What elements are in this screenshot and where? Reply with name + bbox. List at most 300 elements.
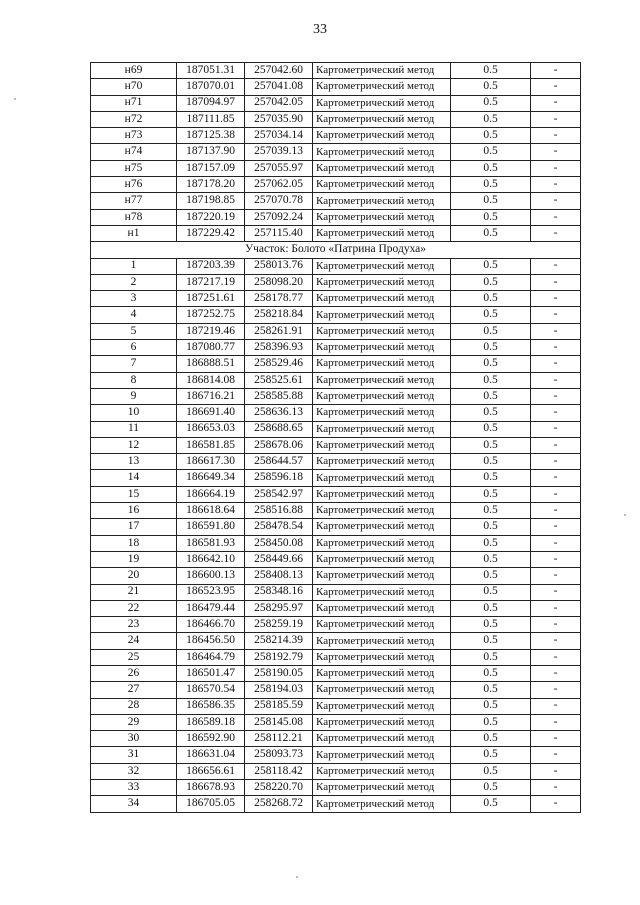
y-coordinate-cell: 257070.78 (245, 193, 313, 209)
method-cell: Картометрический метод (313, 551, 451, 567)
y-coordinate-cell: 258348.16 (245, 584, 313, 600)
y-coordinate-cell: 258013.76 (245, 258, 313, 274)
method-cell: Картометрический метод (313, 421, 451, 437)
point-number-cell: 17 (91, 519, 177, 535)
x-coordinate-cell: 186649.34 (177, 470, 245, 486)
description-cell: - (531, 160, 581, 176)
x-coordinate-cell: 187080.77 (177, 340, 245, 356)
y-coordinate-cell: 258194.03 (245, 682, 313, 698)
accuracy-cell: 0.5 (451, 79, 531, 95)
description-cell: - (531, 649, 581, 665)
table-row (91, 95, 581, 111)
y-coordinate-cell: 258098.20 (245, 274, 313, 290)
x-coordinate-cell: 187137.90 (177, 144, 245, 160)
accuracy-cell: 0.5 (451, 437, 531, 453)
x-coordinate-cell: 187111.85 (177, 111, 245, 127)
y-coordinate-cell: 258185.59 (245, 698, 313, 714)
description-cell: - (531, 714, 581, 730)
method-cell: Картометрический метод (313, 291, 451, 307)
accuracy-cell: 0.5 (451, 519, 531, 535)
y-coordinate-cell: 257034.14 (245, 128, 313, 144)
method-cell: Картометрический метод (313, 209, 451, 225)
method-cell: Картометрический метод (313, 796, 451, 812)
description-cell: - (531, 421, 581, 437)
coordinates-table (90, 62, 581, 813)
accuracy-cell: 0.5 (451, 796, 531, 812)
description-cell: - (531, 535, 581, 551)
accuracy-cell: 0.5 (451, 731, 531, 747)
x-coordinate-cell: 186653.03 (177, 421, 245, 437)
y-coordinate-cell: 258636.13 (245, 405, 313, 421)
point-number-cell: 33 (91, 780, 177, 796)
table-row (91, 340, 581, 356)
point-number-cell: н74 (91, 144, 177, 160)
accuracy-cell: 0.5 (451, 584, 531, 600)
accuracy-cell: 0.5 (451, 340, 531, 356)
x-coordinate-cell: 186456.50 (177, 633, 245, 649)
table-row (91, 209, 581, 225)
accuracy-cell: 0.5 (451, 388, 531, 404)
x-coordinate-cell: 186586.35 (177, 698, 245, 714)
table-row (91, 193, 581, 209)
scan-speck (624, 514, 626, 516)
x-coordinate-cell: 187251.61 (177, 291, 245, 307)
description-cell: - (531, 63, 581, 79)
x-coordinate-cell: 187198.85 (177, 193, 245, 209)
table-row (91, 372, 581, 388)
point-number-cell: 22 (91, 600, 177, 616)
point-number-cell: 24 (91, 633, 177, 649)
x-coordinate-cell: 186592.90 (177, 731, 245, 747)
method-cell: Картометрический метод (313, 437, 451, 453)
accuracy-cell: 0.5 (451, 503, 531, 519)
accuracy-cell: 0.5 (451, 356, 531, 372)
table-row (91, 600, 581, 616)
table-row (91, 649, 581, 665)
description-cell: - (531, 209, 581, 225)
table-row (91, 405, 581, 421)
method-cell: Картометрический метод (313, 747, 451, 763)
point-number-cell: н71 (91, 95, 177, 111)
accuracy-cell: 0.5 (451, 291, 531, 307)
point-number-cell: 7 (91, 356, 177, 372)
x-coordinate-cell: 187217.19 (177, 274, 245, 290)
method-cell: Картометрический метод (313, 633, 451, 649)
page-number: 33 (313, 22, 327, 37)
point-number-cell: 21 (91, 584, 177, 600)
table-row (91, 551, 581, 567)
method-cell: Картометрический метод (313, 780, 451, 796)
accuracy-cell: 0.5 (451, 274, 531, 290)
description-cell: - (531, 388, 581, 404)
section-header-body (91, 242, 581, 258)
table-row (91, 177, 581, 193)
table-row (91, 698, 581, 714)
method-cell: Картометрический метод (313, 714, 451, 730)
scan-speck (14, 98, 16, 100)
description-cell: - (531, 454, 581, 470)
description-cell: - (531, 372, 581, 388)
y-coordinate-cell: 257041.08 (245, 79, 313, 95)
accuracy-cell: 0.5 (451, 111, 531, 127)
point-number-cell: н78 (91, 209, 177, 225)
y-coordinate-cell: 258644.57 (245, 454, 313, 470)
y-coordinate-cell: 258268.72 (245, 796, 313, 812)
point-number-cell: 4 (91, 307, 177, 323)
y-coordinate-cell: 258259.19 (245, 617, 313, 633)
accuracy-cell: 0.5 (451, 160, 531, 176)
x-coordinate-cell: 187229.42 (177, 225, 245, 241)
accuracy-cell: 0.5 (451, 209, 531, 225)
x-coordinate-cell: 187125.38 (177, 128, 245, 144)
x-coordinate-cell: 186501.47 (177, 665, 245, 681)
y-coordinate-cell: 258190.05 (245, 665, 313, 681)
method-cell: Картометрический метод (313, 356, 451, 372)
point-number-cell: 25 (91, 649, 177, 665)
y-coordinate-cell: 258295.97 (245, 600, 313, 616)
description-cell: - (531, 486, 581, 502)
accuracy-cell: 0.5 (451, 633, 531, 649)
point-number-cell: н73 (91, 128, 177, 144)
x-coordinate-cell: 186678.93 (177, 780, 245, 796)
method-cell: Картометрический метод (313, 405, 451, 421)
method-cell: Картометрический метод (313, 111, 451, 127)
x-coordinate-cell: 187220.19 (177, 209, 245, 225)
description-cell: - (531, 519, 581, 535)
y-coordinate-cell: 258529.46 (245, 356, 313, 372)
x-coordinate-cell: 187070.01 (177, 79, 245, 95)
x-coordinate-cell: 186589.18 (177, 714, 245, 730)
x-coordinate-cell: 186888.51 (177, 356, 245, 372)
accuracy-cell: 0.5 (451, 307, 531, 323)
x-coordinate-cell: 186716.21 (177, 388, 245, 404)
table-row (91, 633, 581, 649)
accuracy-cell: 0.5 (451, 470, 531, 486)
x-coordinate-cell: 186814.08 (177, 372, 245, 388)
y-coordinate-cell: 258516.88 (245, 503, 313, 519)
x-coordinate-cell: 187094.97 (177, 95, 245, 111)
x-coordinate-cell: 186617.30 (177, 454, 245, 470)
y-coordinate-cell: 258145.08 (245, 714, 313, 730)
x-coordinate-cell: 186664.19 (177, 486, 245, 502)
point-number-cell: 30 (91, 731, 177, 747)
table-row (91, 111, 581, 127)
description-cell: - (531, 128, 581, 144)
x-coordinate-cell: 187219.46 (177, 323, 245, 339)
table-row (91, 388, 581, 404)
y-coordinate-cell: 257062.05 (245, 177, 313, 193)
x-coordinate-cell: 186464.79 (177, 649, 245, 665)
y-coordinate-cell: 258478.54 (245, 519, 313, 535)
point-number-cell: 12 (91, 437, 177, 453)
method-cell: Картометрический метод (313, 79, 451, 95)
point-number-cell: 15 (91, 486, 177, 502)
point-number-cell: н69 (91, 63, 177, 79)
table-row (91, 437, 581, 453)
table-row (91, 747, 581, 763)
y-coordinate-cell: 258220.70 (245, 780, 313, 796)
method-cell: Картометрический метод (313, 372, 451, 388)
method-cell: Картометрический метод (313, 698, 451, 714)
x-coordinate-cell: 187178.20 (177, 177, 245, 193)
method-cell: Картометрический метод (313, 274, 451, 290)
y-coordinate-cell: 258525.61 (245, 372, 313, 388)
accuracy-cell: 0.5 (451, 177, 531, 193)
description-cell: - (531, 470, 581, 486)
point-number-cell: 20 (91, 568, 177, 584)
table-row (91, 503, 581, 519)
description-cell: - (531, 144, 581, 160)
point-number-cell: 34 (91, 796, 177, 812)
accuracy-cell: 0.5 (451, 714, 531, 730)
description-cell: - (531, 193, 581, 209)
description-cell: - (531, 405, 581, 421)
x-coordinate-cell: 186656.61 (177, 763, 245, 779)
y-coordinate-cell: 258396.93 (245, 340, 313, 356)
table-row (91, 763, 581, 779)
x-coordinate-cell: 186691.40 (177, 405, 245, 421)
table-row (91, 144, 581, 160)
x-coordinate-cell: 186705.05 (177, 796, 245, 812)
accuracy-cell: 0.5 (451, 747, 531, 763)
table-row (91, 307, 581, 323)
method-cell: Картометрический метод (313, 584, 451, 600)
table-row (91, 780, 581, 796)
y-coordinate-cell: 257092.24 (245, 209, 313, 225)
table-row (91, 486, 581, 502)
accuracy-cell: 0.5 (451, 698, 531, 714)
description-cell: - (531, 780, 581, 796)
y-coordinate-cell: 257042.60 (245, 63, 313, 79)
method-cell: Картометрический метод (313, 144, 451, 160)
table-row (91, 79, 581, 95)
y-coordinate-cell: 258688.65 (245, 421, 313, 437)
scan-speck (296, 876, 298, 878)
description-cell: - (531, 633, 581, 649)
x-coordinate-cell: 186642.10 (177, 551, 245, 567)
x-coordinate-cell: 186591.80 (177, 519, 245, 535)
method-cell: Картометрический метод (313, 307, 451, 323)
description-cell: - (531, 796, 581, 812)
x-coordinate-cell: 186523.95 (177, 584, 245, 600)
y-coordinate-cell: 258450.08 (245, 535, 313, 551)
accuracy-cell: 0.5 (451, 144, 531, 160)
method-cell: Картометрический метод (313, 519, 451, 535)
method-cell: Картометрический метод (313, 535, 451, 551)
description-cell: - (531, 617, 581, 633)
point-number-cell: 6 (91, 340, 177, 356)
table-row (91, 421, 581, 437)
y-coordinate-cell: 258542.97 (245, 486, 313, 502)
method-cell: Картометрический метод (313, 665, 451, 681)
section-header-row (91, 242, 581, 258)
y-coordinate-cell: 257042.05 (245, 95, 313, 111)
point-number-cell: 8 (91, 372, 177, 388)
table-body-after (91, 258, 581, 812)
x-coordinate-cell: 186581.85 (177, 437, 245, 453)
accuracy-cell: 0.5 (451, 193, 531, 209)
description-cell: - (531, 731, 581, 747)
method-cell: Картометрический метод (313, 649, 451, 665)
y-coordinate-cell: 258449.66 (245, 551, 313, 567)
description-cell: - (531, 698, 581, 714)
method-cell: Картометрический метод (313, 763, 451, 779)
table-row (91, 160, 581, 176)
y-coordinate-cell: 258178.77 (245, 291, 313, 307)
method-cell: Картометрический метод (313, 225, 451, 241)
accuracy-cell: 0.5 (451, 551, 531, 567)
point-number-cell: н72 (91, 111, 177, 127)
accuracy-cell: 0.5 (451, 682, 531, 698)
accuracy-cell: 0.5 (451, 486, 531, 502)
description-cell: - (531, 665, 581, 681)
accuracy-cell: 0.5 (451, 568, 531, 584)
table-row (91, 584, 581, 600)
table-row (91, 128, 581, 144)
point-number-cell: 26 (91, 665, 177, 681)
accuracy-cell: 0.5 (451, 535, 531, 551)
method-cell: Картометрический метод (313, 160, 451, 176)
point-number-cell: 29 (91, 714, 177, 730)
accuracy-cell: 0.5 (451, 128, 531, 144)
point-number-cell: 9 (91, 388, 177, 404)
x-coordinate-cell: 187252.75 (177, 307, 245, 323)
description-cell: - (531, 95, 581, 111)
method-cell: Картометрический метод (313, 503, 451, 519)
table-row (91, 731, 581, 747)
x-coordinate-cell: 186581.93 (177, 535, 245, 551)
table-row (91, 258, 581, 274)
table-row (91, 535, 581, 551)
y-coordinate-cell: 258596.18 (245, 470, 313, 486)
accuracy-cell: 0.5 (451, 258, 531, 274)
description-cell: - (531, 291, 581, 307)
y-coordinate-cell: 258678.06 (245, 437, 313, 453)
y-coordinate-cell: 258192.79 (245, 649, 313, 665)
x-coordinate-cell: 186600.13 (177, 568, 245, 584)
x-coordinate-cell: 187203.39 (177, 258, 245, 274)
y-coordinate-cell: 258214.39 (245, 633, 313, 649)
table-row (91, 519, 581, 535)
table-row (91, 63, 581, 79)
y-coordinate-cell: 258261.91 (245, 323, 313, 339)
point-number-cell: 1 (91, 258, 177, 274)
point-number-cell: 32 (91, 763, 177, 779)
accuracy-cell: 0.5 (451, 421, 531, 437)
accuracy-cell: 0.5 (451, 95, 531, 111)
table-row (91, 323, 581, 339)
point-number-cell: 5 (91, 323, 177, 339)
method-cell: Картометрический метод (313, 323, 451, 339)
method-cell: Картометрический метод (313, 682, 451, 698)
x-coordinate-cell: 186618.64 (177, 503, 245, 519)
method-cell: Картометрический метод (313, 470, 451, 486)
method-cell: Картометрический метод (313, 193, 451, 209)
method-cell: Картометрический метод (313, 600, 451, 616)
table-body-before (91, 63, 581, 242)
table-row (91, 714, 581, 730)
method-cell: Картометрический метод (313, 486, 451, 502)
method-cell: Картометрический метод (313, 63, 451, 79)
description-cell: - (531, 177, 581, 193)
method-cell: Картометрический метод (313, 568, 451, 584)
y-coordinate-cell: 257035.90 (245, 111, 313, 127)
description-cell: - (531, 340, 581, 356)
x-coordinate-cell: 186631.04 (177, 747, 245, 763)
accuracy-cell: 0.5 (451, 225, 531, 241)
description-cell: - (531, 551, 581, 567)
section-title: Участок: Болото «Патрина Продуха» (91, 242, 581, 258)
point-number-cell: 16 (91, 503, 177, 519)
point-number-cell: 27 (91, 682, 177, 698)
accuracy-cell: 0.5 (451, 405, 531, 421)
accuracy-cell: 0.5 (451, 780, 531, 796)
point-number-cell: 11 (91, 421, 177, 437)
point-number-cell: н77 (91, 193, 177, 209)
accuracy-cell: 0.5 (451, 323, 531, 339)
x-coordinate-cell: 186479.44 (177, 600, 245, 616)
x-coordinate-cell: 186466.70 (177, 617, 245, 633)
y-coordinate-cell: 257115.40 (245, 225, 313, 241)
table-row (91, 470, 581, 486)
point-number-cell: 14 (91, 470, 177, 486)
point-number-cell: 3 (91, 291, 177, 307)
accuracy-cell: 0.5 (451, 665, 531, 681)
method-cell: Картометрический метод (313, 340, 451, 356)
method-cell: Картометрический метод (313, 95, 451, 111)
table-row (91, 617, 581, 633)
accuracy-cell: 0.5 (451, 649, 531, 665)
point-number-cell: 31 (91, 747, 177, 763)
x-coordinate-cell: 187051.31 (177, 63, 245, 79)
description-cell: - (531, 111, 581, 127)
point-number-cell: н75 (91, 160, 177, 176)
y-coordinate-cell: 258118.42 (245, 763, 313, 779)
accuracy-cell: 0.5 (451, 372, 531, 388)
table-row (91, 665, 581, 681)
accuracy-cell: 0.5 (451, 617, 531, 633)
point-number-cell: н1 (91, 225, 177, 241)
y-coordinate-cell: 258408.13 (245, 568, 313, 584)
table-row (91, 291, 581, 307)
description-cell: - (531, 584, 581, 600)
method-cell: Картометрический метод (313, 388, 451, 404)
description-cell: - (531, 225, 581, 241)
description-cell: - (531, 437, 581, 453)
point-number-cell: 13 (91, 454, 177, 470)
x-coordinate-cell: 187157.09 (177, 160, 245, 176)
accuracy-cell: 0.5 (451, 600, 531, 616)
table-row (91, 274, 581, 290)
point-number-cell: 28 (91, 698, 177, 714)
point-number-cell: 23 (91, 617, 177, 633)
description-cell: - (531, 274, 581, 290)
method-cell: Картометрический метод (313, 617, 451, 633)
point-number-cell: 18 (91, 535, 177, 551)
description-cell: - (531, 79, 581, 95)
description-cell: - (531, 747, 581, 763)
accuracy-cell: 0.5 (451, 454, 531, 470)
point-number-cell: 19 (91, 551, 177, 567)
description-cell: - (531, 763, 581, 779)
y-coordinate-cell: 257055.97 (245, 160, 313, 176)
point-number-cell: 10 (91, 405, 177, 421)
method-cell: Картометрический метод (313, 731, 451, 747)
table-row (91, 454, 581, 470)
table-row (91, 682, 581, 698)
accuracy-cell: 0.5 (451, 63, 531, 79)
table-row (91, 796, 581, 812)
